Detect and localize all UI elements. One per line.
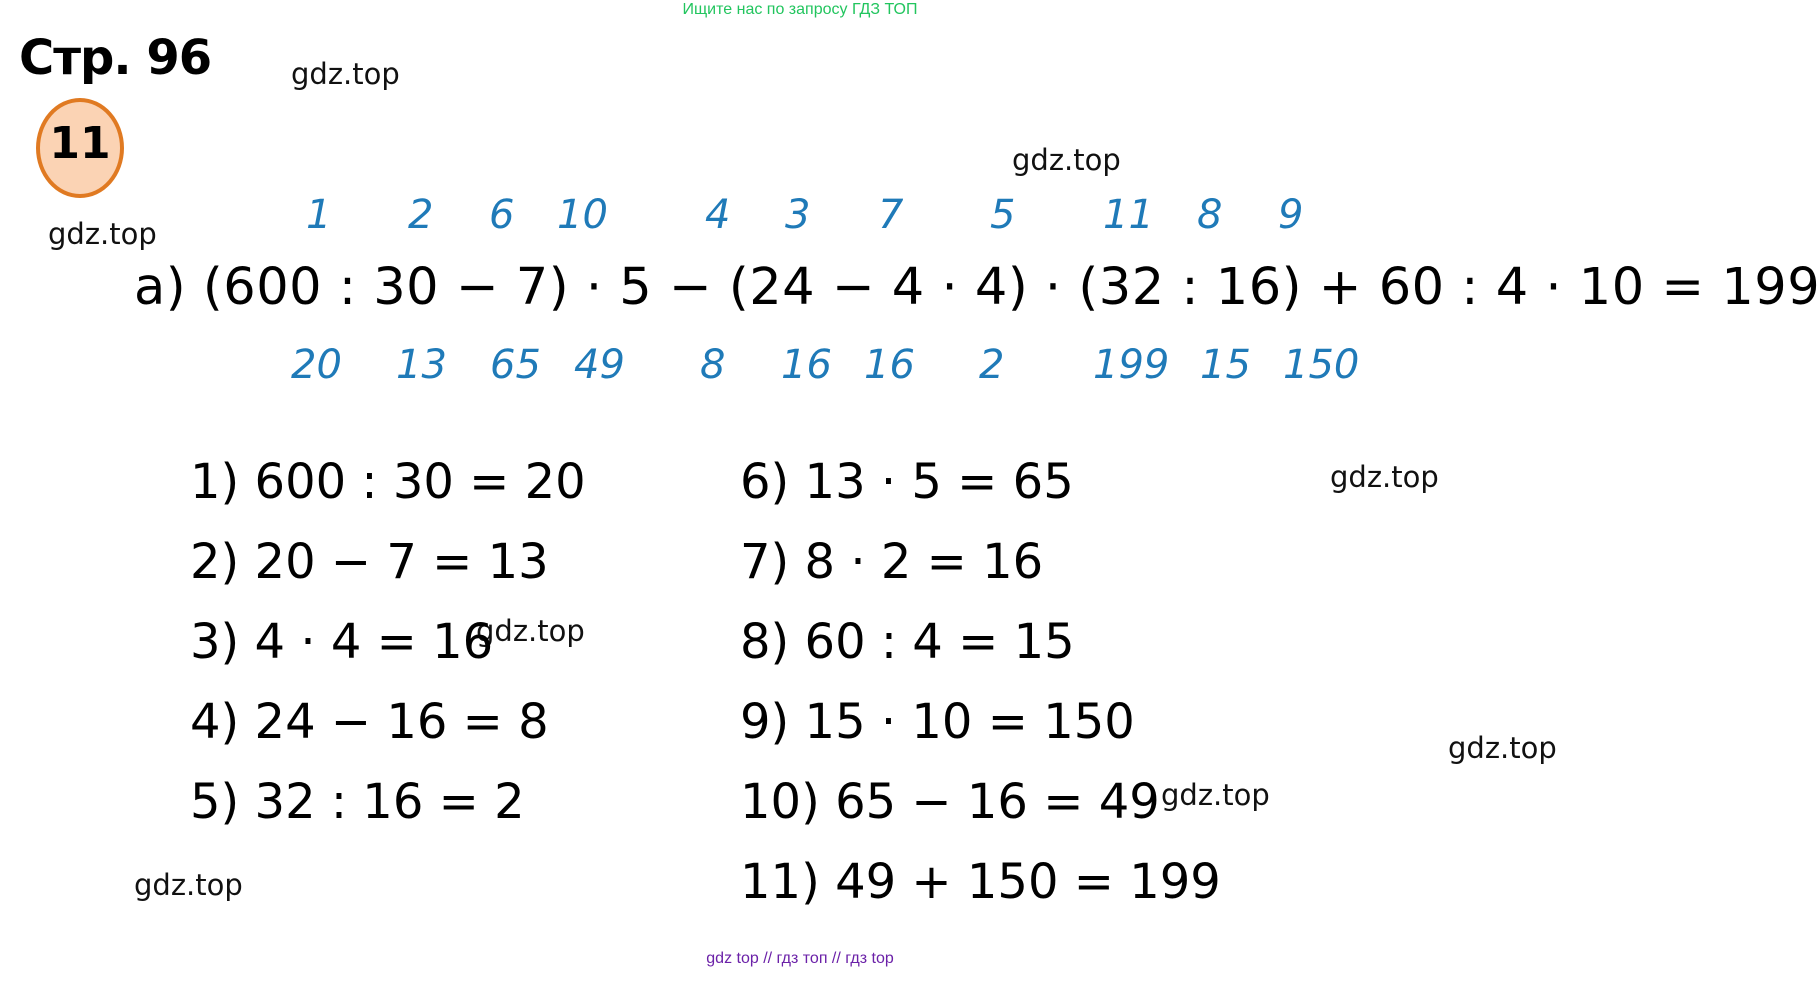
intermediate-result: 65 xyxy=(490,342,541,388)
operation-order-number: 5 xyxy=(990,192,1016,238)
solution-step: 1) 600 : 30 = 20 xyxy=(190,454,586,510)
operation-order-number: 4 xyxy=(705,192,731,238)
operation-order-number: 2 xyxy=(408,192,434,238)
top-banner-note: Ищите нас по запросу ГДЗ ТОП xyxy=(682,1,918,18)
intermediate-result: 13 xyxy=(396,342,447,388)
operation-order-number: 8 xyxy=(1197,192,1223,238)
operation-order-number: 9 xyxy=(1278,192,1304,238)
footer-note: gdz top // гдз топ // гдз top xyxy=(706,950,894,967)
intermediate-result: 2 xyxy=(979,342,1005,388)
solution-step: 3) 4 · 4 = 16 xyxy=(190,614,494,670)
solution-step: 4) 24 − 16 = 8 xyxy=(190,694,549,750)
operation-order-number: 3 xyxy=(785,192,811,238)
solution-step: 10) 65 − 16 = 49 xyxy=(740,774,1160,830)
intermediate-result: 150 xyxy=(1283,342,1360,388)
watermark: gdz.top xyxy=(1161,778,1270,812)
intermediate-result: 16 xyxy=(864,342,915,388)
intermediate-result: 199 xyxy=(1093,342,1170,388)
intermediate-result: 15 xyxy=(1200,342,1251,388)
page-title: Стр. 96 xyxy=(19,30,212,86)
operation-order-number: 6 xyxy=(489,192,515,238)
operation-order-number: 10 xyxy=(557,192,608,238)
main-expression: а) (600 : 30 − 7) · 5 − (24 − 4 · 4) · (32 : 16) + 60 : 4 · 10 = 199 xyxy=(134,258,1820,317)
intermediate-result: 8 xyxy=(700,342,726,388)
solution-step: 9) 15 · 10 = 150 xyxy=(740,694,1135,750)
intermediate-result: 16 xyxy=(781,342,832,388)
watermark: gdz.top xyxy=(1330,460,1439,494)
solution-step: 8) 60 : 4 = 15 xyxy=(740,614,1075,670)
solution-step: 7) 8 · 2 = 16 xyxy=(740,534,1044,590)
watermark: gdz.top xyxy=(1448,731,1557,765)
solution-step: 2) 20 − 7 = 13 xyxy=(190,534,549,590)
operation-order-number: 1 xyxy=(306,192,332,238)
watermark: gdz.top xyxy=(476,614,585,648)
task-number: 11 xyxy=(49,117,111,169)
watermark: gdz.top xyxy=(1012,143,1121,177)
watermark: gdz.top xyxy=(134,868,243,902)
solution-step: 11) 49 + 150 = 199 xyxy=(740,854,1221,910)
intermediate-result: 49 xyxy=(574,342,625,388)
operation-order-number: 11 xyxy=(1103,192,1154,238)
watermark: gdz.top xyxy=(291,57,400,91)
task-number-badge xyxy=(36,98,124,198)
solution-step: 6) 13 · 5 = 65 xyxy=(740,454,1074,510)
intermediate-result: 20 xyxy=(291,342,342,388)
operation-order-number: 7 xyxy=(878,192,904,238)
watermark: gdz.top xyxy=(48,217,157,251)
solution-step: 5) 32 : 16 = 2 xyxy=(190,774,525,830)
